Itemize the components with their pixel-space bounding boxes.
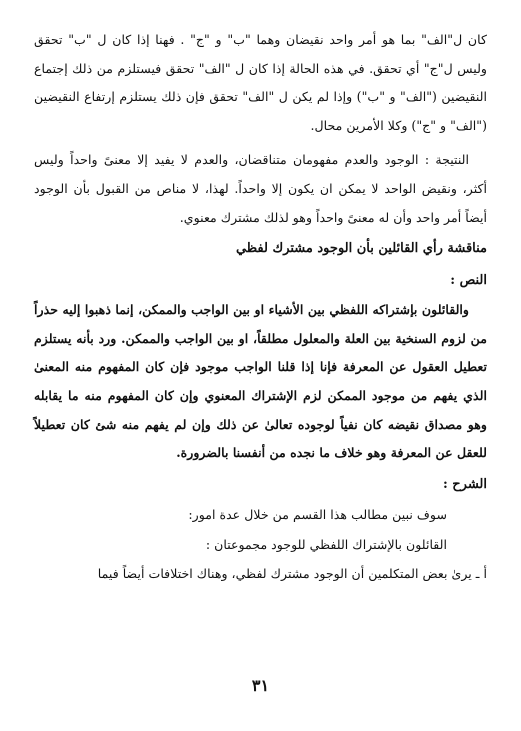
paragraph-quoted-text: والقائلون بإشتراكه اللفظي بين الأشياء او بين الواجب والممكن، إنما ذهبوا إليه حذراً من لزوم السنخية بين العلة والمعلول مطلقاً، او بين الواجب والممكن. ورد بأنه يستلزم تعطيل العقول عن المعرفة فإنا إذا قلنا الواجب موجود فإن كان المفهوم منه المعنىٰ الذي يفهم من موجود الممكن لزم الإشتراك المعنوي وإن كان المفهوم منه ما يقابله وهو مصداق نقيضه كان نفياً لوجوده تعالىٰ عن ذلك وإن لم يفهم منه شئ كان تعطيلاً للعقل عن المعرفة وهو خلاف ما نجده من أنفسنا بالضرورة.	[34, 302, 487, 461]
section-heading-discussion: مناقشة رأي القائلين بأن الوجود مشترك لفظي	[235, 241, 487, 257]
paragraph-intro: سوف نبين مطالب هذا القسم من خلال عدة امور:	[188, 506, 447, 522]
document-page	[34, 26, 487, 731]
subheading-text: النص :	[450, 273, 487, 289]
paragraph-two-groups: القائلون بالإشتراك اللفظي للوجود مجموعتان :	[205, 536, 447, 552]
paragraph-contradiction-argument: كان ل"الف" بما هو أمر واحد نقيضان وهما "ب" و "ج" . فهنا إذا كان ل "ب" تحقق وليس ل"ج" أي تحقق. في هذه الحالة إذا كان ل "الف" تحقق فيستلزم من ذلك إجتماع النقيضين ("الف" و "ب") وإذا لم يكن ل "الف" تحقق فإن ذلك يستلزم إرتفاع النقيضين ("الف" و "ج") وكلا الأمرين محال.	[34, 32, 487, 133]
subheading-explanation: الشرح :	[442, 476, 487, 492]
paragraph-point-a: أ ـ يرىٰ بعض المتكلمين أن الوجود مشترك لفظي، وهناك اختلافات أيضاً فيما	[97, 565, 487, 581]
paragraph-conclusion: النتيجة : الوجود والعدم مفهومان متناقضان، والعدم لا يفيد إلا معنىً واحداً وليس أكثر، ونقيض الواحد لا يمكن ان يكون إلا واحداً. لهذا، لا مناص من القبول بأن الوجود أيضاً أمر واحد وأن له معنىً واحداً وهو لذلك مشترك معنوي.	[34, 152, 487, 225]
page-number: ٣١	[251, 676, 270, 695]
